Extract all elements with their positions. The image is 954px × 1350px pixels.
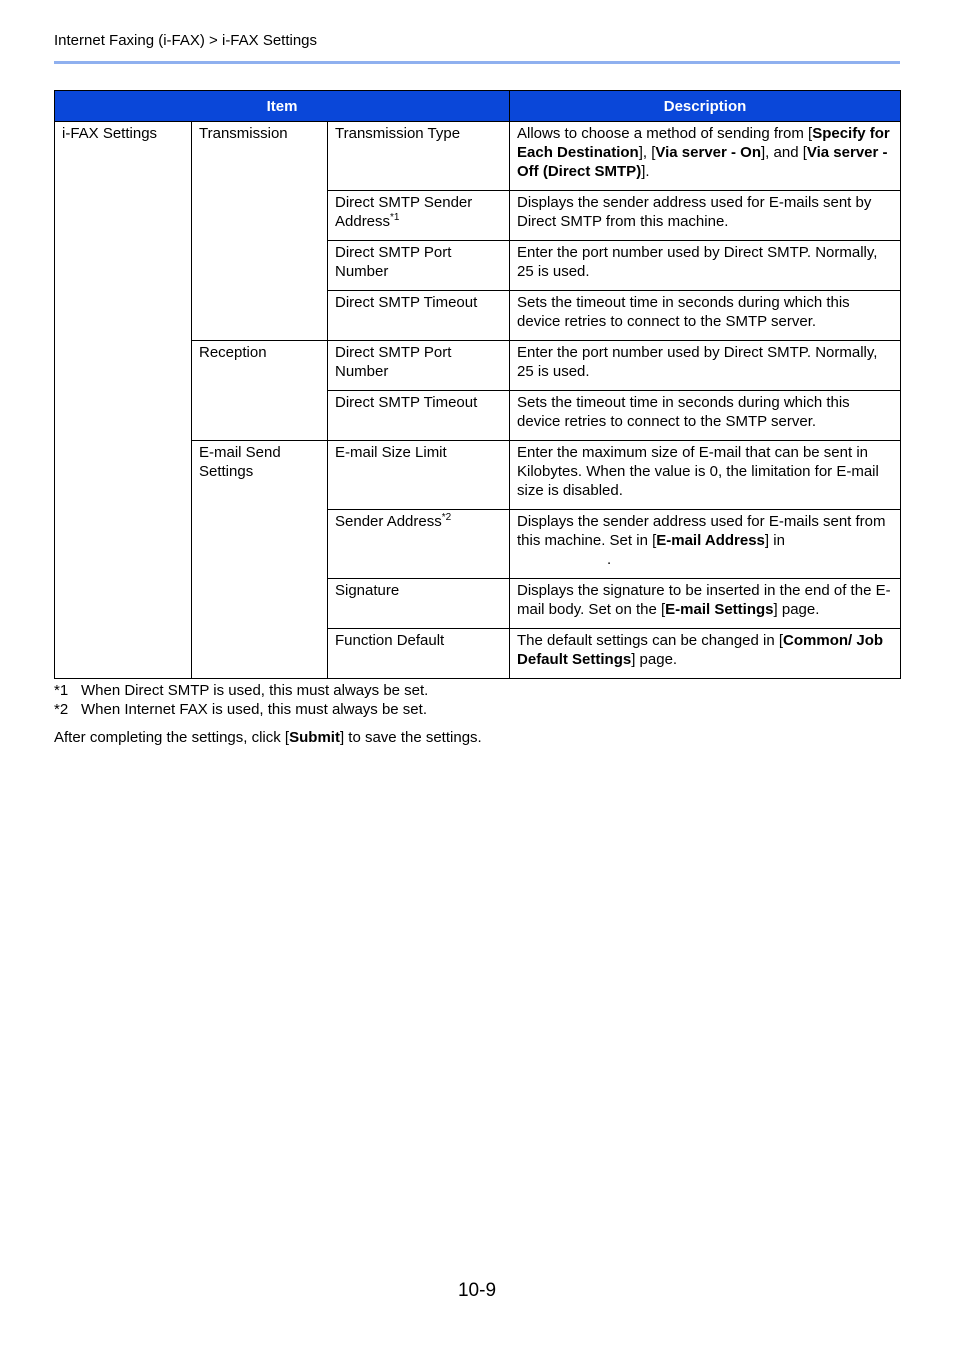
header-description: Description <box>510 91 901 122</box>
footnote-ref: *2 <box>441 512 452 523</box>
item-cell: E-mail Size Limit <box>328 441 510 510</box>
item-cell: Direct SMTP Timeout <box>328 291 510 341</box>
item-cell: Direct SMTP Port Number <box>328 341 510 391</box>
description-cell: Displays the signature to be inserted in the end of the E-mail body. Set on the [E-mail Settings] page. <box>510 579 901 629</box>
breadcrumb: Internet Faxing (i-FAX) > i-FAX Settings <box>54 32 318 49</box>
footnotes <box>54 681 428 719</box>
description-cell: Enter the maximum size of E-mail that can be sent in Kilobytes. When the value is 0, the limitation for E-mail size is disabled. <box>510 441 901 510</box>
subgroup-reception: Reception <box>192 341 328 441</box>
footnote-ref: *1 <box>390 212 400 223</box>
item-cell: Transmission Type <box>328 122 510 191</box>
closing-instruction: After completing the settings, click [Submit] to save the settings. <box>54 729 482 746</box>
table-header-row <box>55 91 901 122</box>
description-cell: Enter the port number used by Direct SMTP. Normally, 25 is used. <box>510 341 901 391</box>
settings-table <box>54 90 901 679</box>
description-cell: Displays the sender address used for E-mails sent by Direct SMTP from this machine. <box>510 191 901 241</box>
description-cell: Enter the port number used by Direct SMTP. Normally, 25 is used. <box>510 241 901 291</box>
header-rule <box>54 61 900 64</box>
item-cell: Signature <box>328 579 510 629</box>
page-number: 10-9 <box>457 1280 497 1301</box>
table-row <box>55 122 901 191</box>
item-cell: Direct SMTP Timeout <box>328 391 510 441</box>
subgroup-email-send: E-mail Send Settings <box>192 441 328 679</box>
description-cell: Sets the timeout time in seconds during which this device retries to connect to the SMTP server. <box>510 291 901 341</box>
description-cell: Sets the timeout time in seconds during which this device retries to connect to the SMTP server. <box>510 391 901 441</box>
item-cell: Sender Address$^{*2}$ <box>328 510 510 579</box>
header-item: Item <box>55 91 510 122</box>
footnote-2: *2 When Internet FAX is used, this must always be set. <box>54 701 427 718</box>
group-cell: i-FAX Settings <box>55 122 192 679</box>
item-cell: Direct SMTP Port Number <box>328 241 510 291</box>
item-cell: Direct SMTP Sender Address$^{*1}$ <box>328 191 510 241</box>
description-cell: Allows to choose a method of sending from [Specify for Each Destination], [Via server - On], and [Via server - Off (Direct SMTP)]. <box>510 122 901 191</box>
description-cell: The default settings can be changed in [Common/ Job Default Settings] page. <box>510 629 901 679</box>
footnote-1: *1 When Direct SMTP is used, this must always be set. <box>54 682 429 699</box>
item-cell: Function Default <box>328 629 510 679</box>
subgroup-transmission: Transmission <box>192 122 328 341</box>
description-cell: Displays the sender address used for E-mails sent from this machine. Set in [E-mail Address] in . <box>510 510 901 579</box>
